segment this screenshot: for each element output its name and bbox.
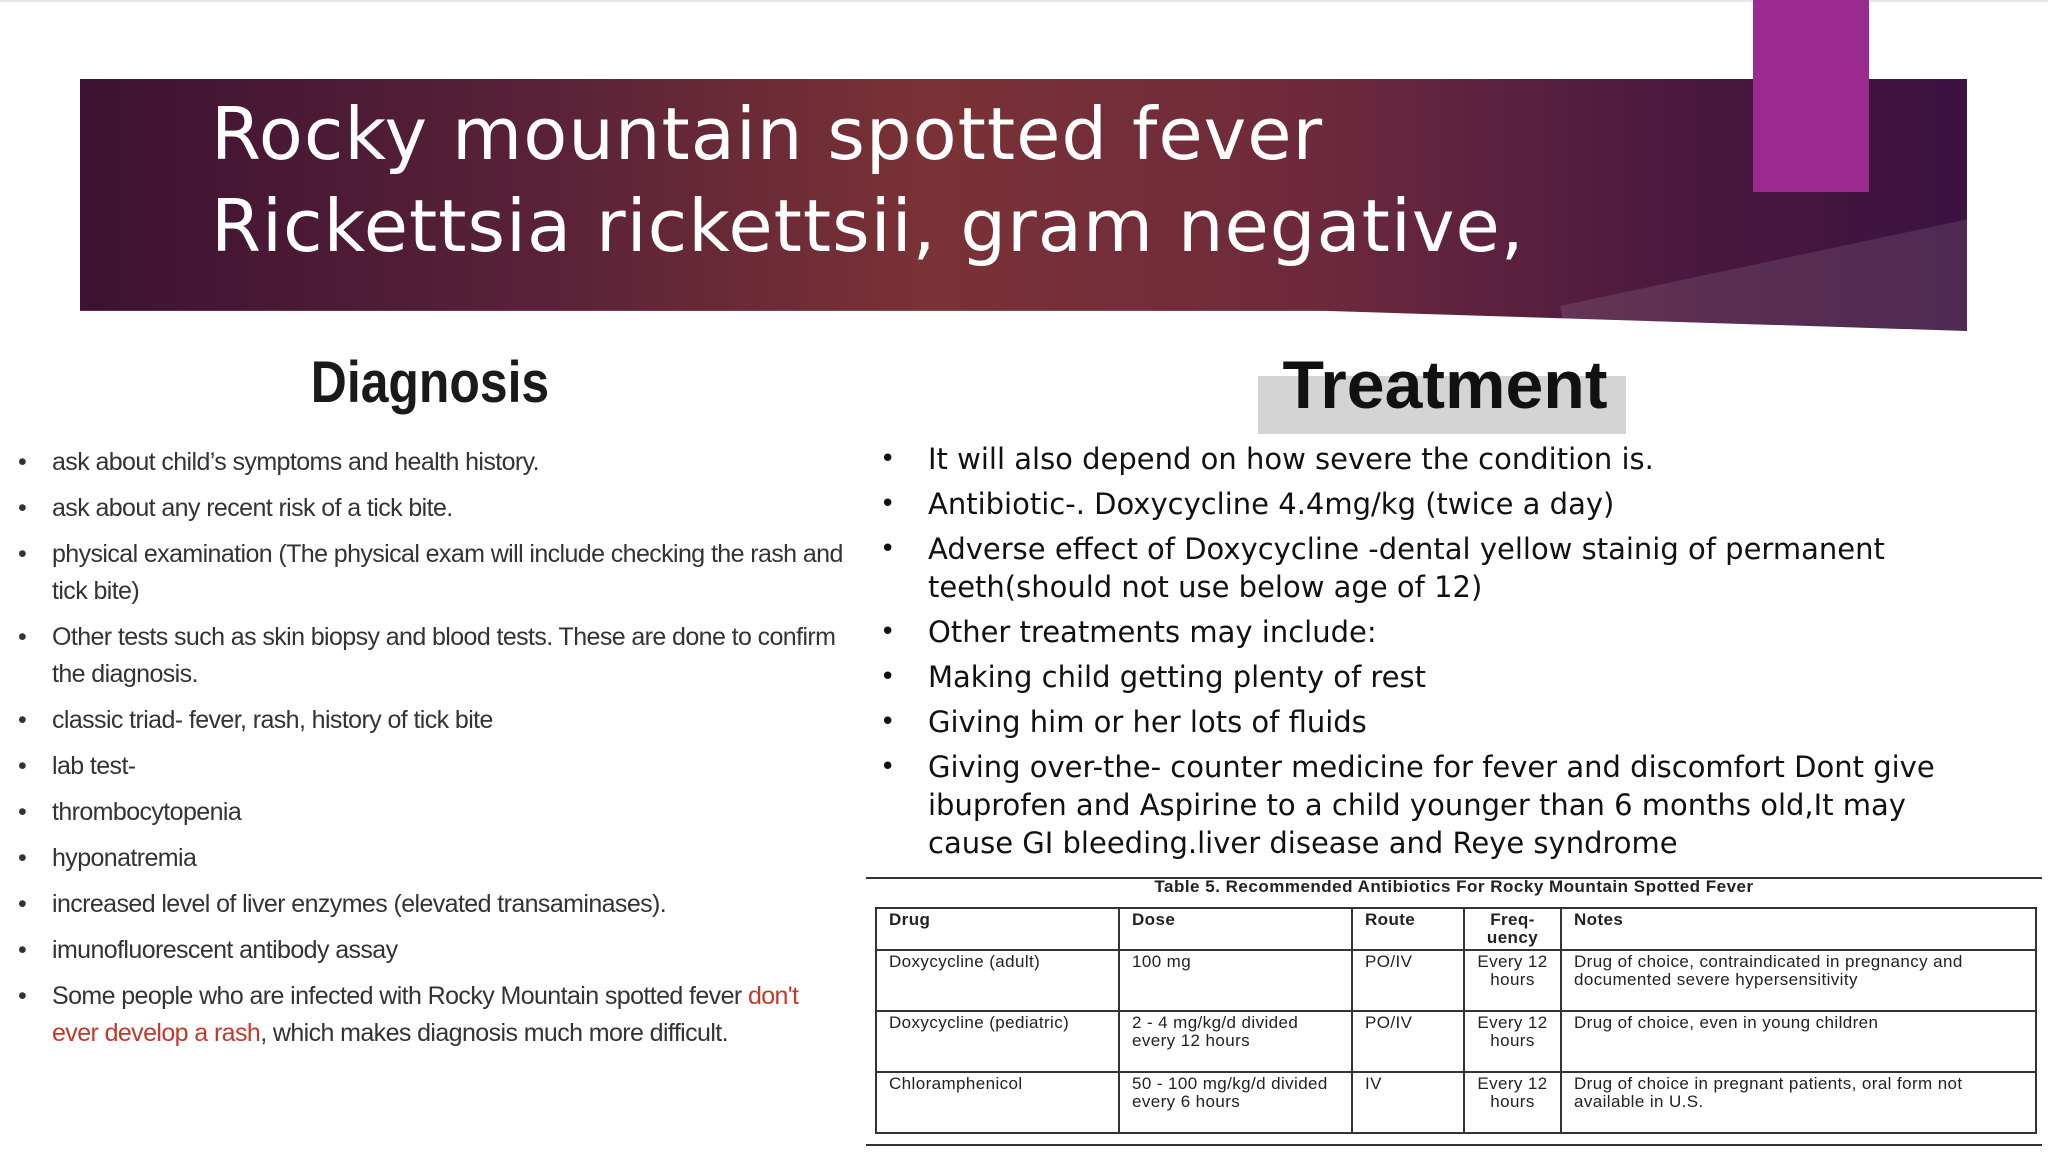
table-caption: Table 5. Recommended Antibiotics For Rocky Mountain Spotted Fever (1154, 877, 1754, 896)
cell-dose: 50 - 100 mg/kg/d divided every 6 hours (1119, 1072, 1352, 1133)
diagnosis-item: • ask about any recent risk of a tick bite. (18, 490, 848, 527)
table-row (876, 1011, 2036, 1072)
cell-frequency: Every 12 hours (1464, 950, 1561, 1011)
treatment-item: • Adverse effect of Doxycycline -dental yellow stainig of permanent teeth(should not use below age of 12) (880, 530, 1990, 606)
rash-note-suffix: , which makes diagnosis much more difficult. (260, 1019, 728, 1047)
diagnosis-item: • ask about child’s symptoms and health history. (18, 444, 848, 481)
table-row (876, 950, 2036, 1011)
diagnosis-item: • Other tests such as skin biopsy and blood tests. These are done to confirm the diagnosis. (18, 619, 848, 693)
cell-notes: Drug of choice in pregnant patients, oral form not available in U.S. (1561, 1072, 2036, 1133)
slide-title (211, 88, 1711, 272)
col-header-frequency: Freq-uency (1464, 908, 1561, 950)
diagnosis-item: • increased level of liver enzymes (elevated transaminases). (18, 886, 848, 923)
cell-route: PO/IV (1352, 950, 1464, 1011)
title-line-1: Rocky mountain spotted fever (211, 92, 1324, 176)
rash-note-prefix: Some people who are infected with Rocky Mountain spotted fever (52, 982, 748, 1010)
treatment-list (880, 440, 1990, 869)
col-header-dose: Dose (1119, 908, 1352, 950)
table-header-row (876, 908, 2036, 950)
cell-route: IV (1352, 1072, 1464, 1133)
col-header-route: Route (1352, 908, 1464, 950)
cell-frequency: Every 12 hours (1464, 1072, 1561, 1133)
diagnosis-item: • imunofluorescent antibody assay (18, 932, 848, 969)
cell-route: PO/IV (1352, 1011, 1464, 1072)
col-header-notes: Notes (1561, 908, 2036, 950)
cell-drug: Doxycycline (adult) (876, 950, 1119, 1011)
treatment-item: • Antibiotic-. Doxycycline 4.4mg/kg (twice a day) (880, 485, 1990, 523)
diagnosis-item: • thrombocytopenia (18, 794, 848, 831)
col-header-drug: Drug (876, 908, 1119, 950)
diagnosis-item: • classic triad- fever, rash, history of tick bite (18, 702, 848, 739)
cell-dose: 2 - 4 mg/kg/d divided every 12 hours (1119, 1011, 1352, 1072)
diagnosis-item: • lab test- (18, 748, 848, 785)
diagnosis-item-rash-note (18, 978, 848, 1052)
rash-note-highlight: don't ever develop a rash (52, 982, 799, 1047)
cell-drug: Doxycycline (pediatric) (876, 1011, 1119, 1072)
diagnosis-list (18, 444, 848, 1061)
cell-dose: 100 mg (1119, 950, 1352, 1011)
treatment-item: • Making child getting plenty of rest (880, 658, 1990, 696)
treatment-item: • It will also depend on how severe the condition is. (880, 440, 1990, 478)
table-row (876, 1072, 2036, 1133)
title-line-2: Rickettsia rickettsii, gram negative, (211, 184, 1525, 268)
treatment-item: • Giving him or her lots of fluids (880, 703, 1990, 741)
cell-notes: Drug of choice, contraindicated in pregnancy and documented severe hypersensitivity (1561, 950, 2036, 1011)
treatment-heading: Treatment (1282, 347, 1608, 423)
treatment-item: • Other treatments may include: (880, 613, 1990, 651)
cell-notes: Drug of choice, even in young children (1561, 1011, 2036, 1072)
treatment-item: • Giving over-the- counter medicine for fever and discomfort Dont give ibuprofen and Aspirine to a child younger than 6 months old,It may cause GI bleeding.liver disease and Reye syndrome (880, 748, 1990, 862)
diagnosis-item: • physical examination (The physical exam will include checking the rash and tick bite) (18, 536, 848, 610)
top-border (0, 0, 2048, 2)
table-bottom-rule (866, 1144, 2042, 1146)
diagnosis-heading: Diagnosis (310, 350, 550, 415)
accent-tab (1753, 0, 1869, 192)
cell-frequency: Every 12 hours (1464, 1011, 1561, 1072)
antibiotics-table (875, 907, 2037, 1134)
diagnosis-item: • hyponatremia (18, 840, 848, 877)
cell-drug: Chloramphenicol (876, 1072, 1119, 1133)
